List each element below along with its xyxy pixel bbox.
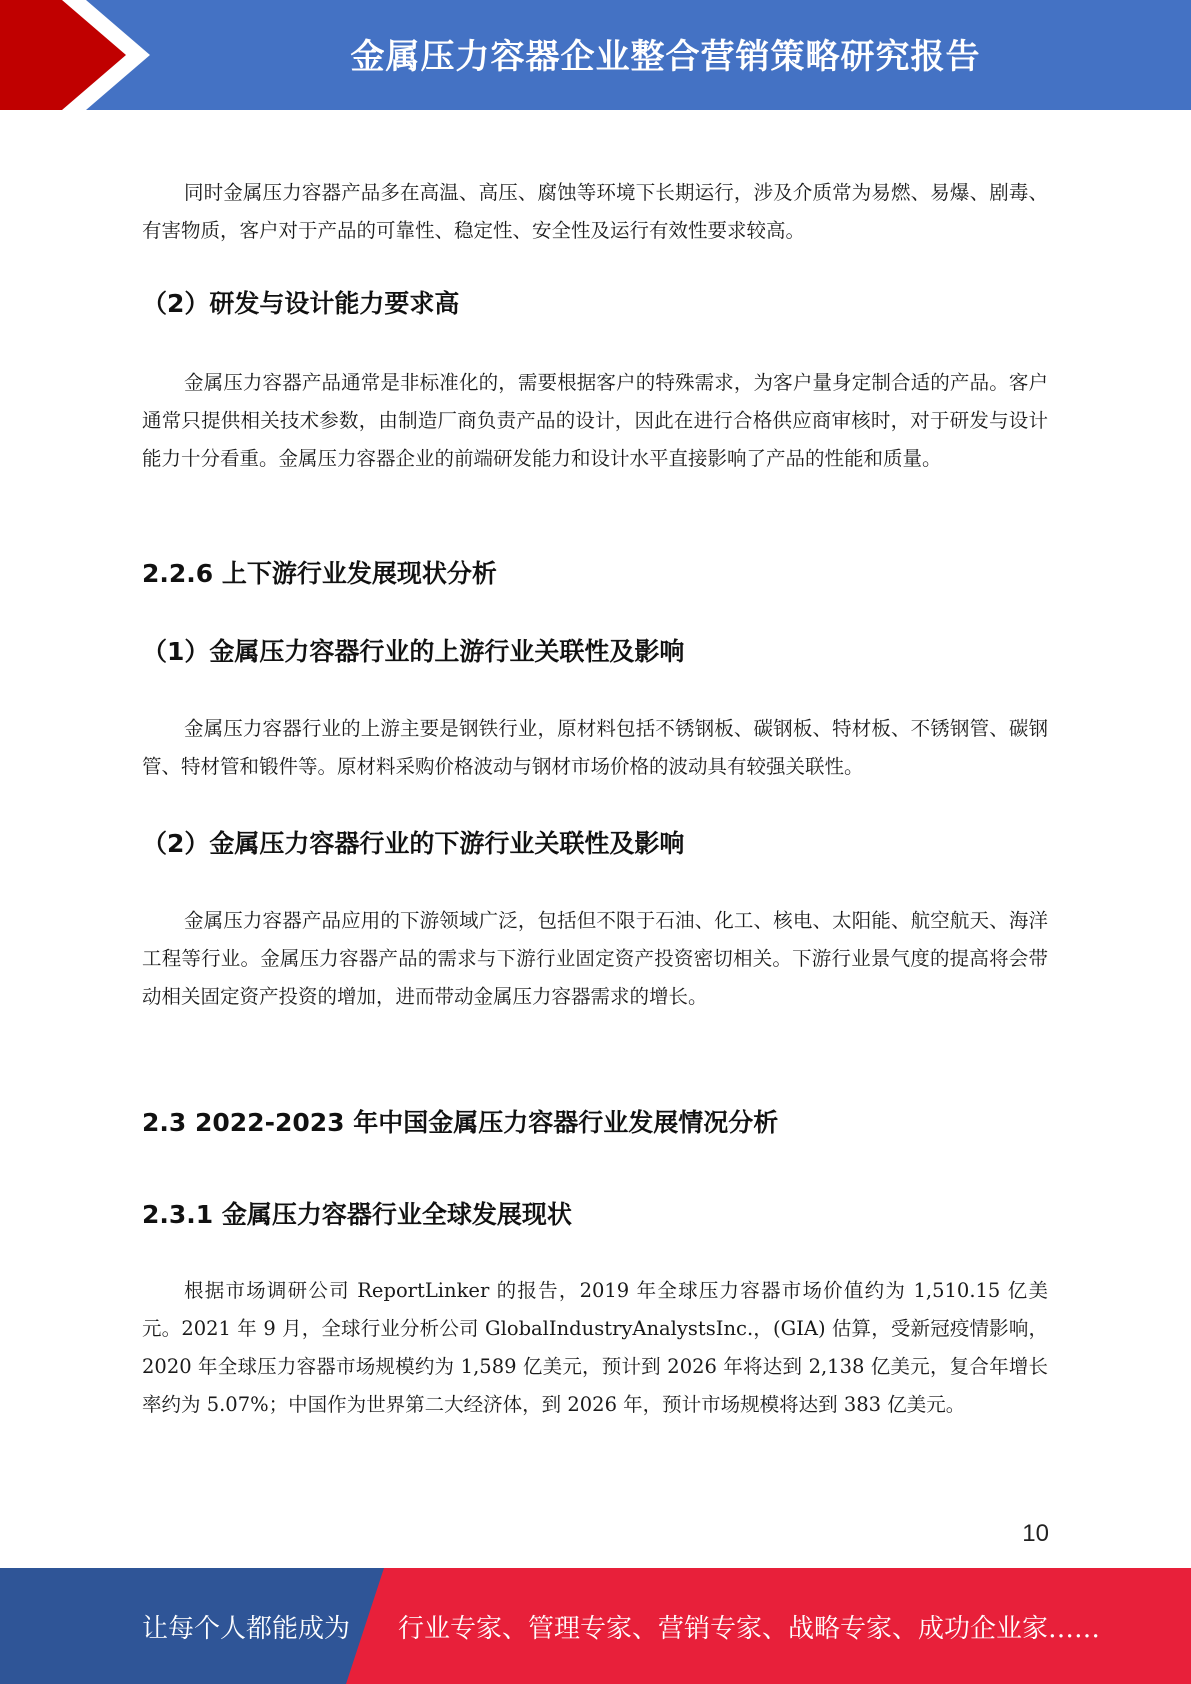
paragraph-rd-design: 金属压力容器产品通常是非标准化的，需要根据客户的特殊需求，为客户量身定制合适的产品。客户通常只提供相关技术参数，由制造厂商负责产品的设计，因此在进行合格供应商审核时，对于研发与设计能力十分看重。金属压力容器企业的前端研发能力和设计水平直接影响了产品的性能和质量。 <box>142 371 1048 470</box>
footer-slogan-left: 让每个人都能成为 <box>142 1613 351 1644</box>
heading-2-2-6: 2.2.6 上下游行业发展现状分析 <box>142 559 497 588</box>
footer-slogan-right: 行业专家、管理专家、营销专家、战略专家、成功企业家…… <box>398 1613 1101 1644</box>
heading-2-3-1: 2.3.1 金属压力容器行业全球发展现状 <box>142 1200 572 1229</box>
paragraph-reliability: 同时金属压力容器产品多在高温、高压、腐蚀等环境下长期运行，涉及介质常为易燃、易爆、剧毒、有害物质，客户对于产品的可靠性、稳定性、安全性及运行有效性要求较高。 <box>142 181 1048 242</box>
paragraph-downstream: 金属压力容器产品应用的下游领域广泛，包括但不限于石油、化工、核电、太阳能、航空航天、海洋工程等行业。金属压力容器产品的需求与下游行业固定资产投资密切相关。下游行业景气度的提高将会带动相关固定资产投资的增加，进而带动金属压力容器需求的增长。 <box>142 909 1048 1008</box>
paragraph-global-market: 根据市场调研公司 ReportLinker 的报告，2019 年全球压力容器市场价值约为 1,510.15 亿美元。2021 年 9 月，全球行业分析公司 GlobalIndustryAnalystsInc.，(GIA) 估算，受新冠疫情影响，2020 年全球压力容器市场规模约为 1,589 亿美元，预计到 2026 年将达到 2,138 亿美元，复合年增长率约为 5.07%；中国作为世界第二大经济体，到 2026 年，预计市场规模将达到 383 亿美元。 <box>142 1279 1048 1416</box>
report-title: 金属压力容器企业整合营销策略研究报告 <box>350 36 981 77</box>
heading-upstream: （1）金属压力容器行业的上游行业关联性及影响 <box>142 637 685 666</box>
paragraph-upstream: 金属压力容器行业的上游主要是钢铁行业，原材料包括不锈钢板、碳钢板、特材板、不锈钢管、碳钢管、特材管和锻件等。原材料采购价格波动与钢材市场价格的波动具有较强关联性。 <box>142 717 1048 778</box>
page-number: 10 <box>1022 1520 1049 1547</box>
footer-banner <box>0 1568 1191 1684</box>
heading-downstream: （2）金属压力容器行业的下游行业关联性及影响 <box>142 829 685 858</box>
header-banner <box>0 0 1191 110</box>
heading-2-3: 2.3 2022-2023 年中国金属压力容器行业发展情况分析 <box>142 1108 779 1137</box>
heading-rd-design: （2）研发与设计能力要求高 <box>142 289 460 318</box>
